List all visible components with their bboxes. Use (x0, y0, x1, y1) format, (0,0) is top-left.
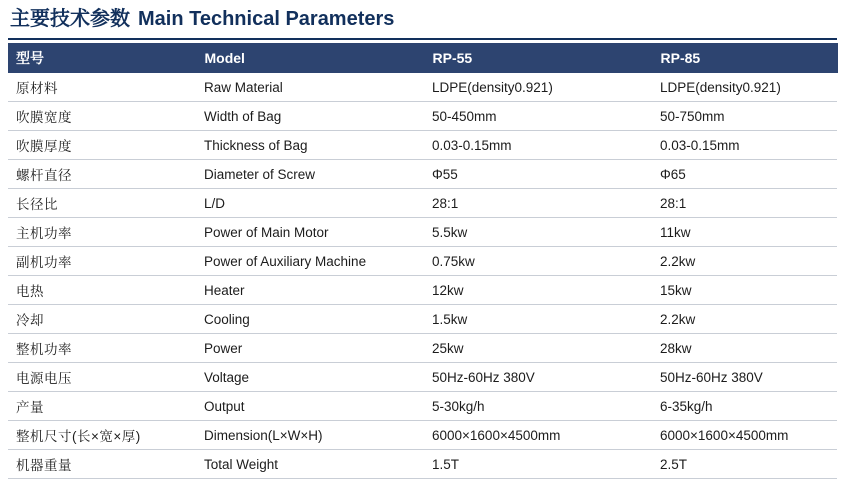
table-row (8, 450, 837, 479)
cell-rp55: 0.03-0.15mm (424, 131, 652, 160)
table-row (8, 305, 837, 334)
table-body (8, 73, 837, 479)
cell-label-en: Total Weight (196, 450, 424, 479)
cell-rp55: 12kw (424, 276, 652, 305)
cell-rp85: 2.5T (652, 450, 837, 479)
cell-label-en: Cooling (196, 305, 424, 334)
cell-label-cn: 副机功率 (8, 247, 196, 276)
cell-label-en: Diameter of Screw (196, 160, 424, 189)
cell-rp85: 50Hz-60Hz 380V (652, 363, 837, 392)
cell-label-cn: 原材料 (8, 73, 196, 102)
column-header-rp55: RP-55 (424, 43, 652, 73)
cell-rp55: 50-450mm (424, 102, 652, 131)
cell-rp85: 50-750mm (652, 102, 837, 131)
column-header-model-cn: 型号 (8, 43, 196, 73)
cell-label-en: L/D (196, 189, 424, 218)
cell-rp55: 5.5kw (424, 218, 652, 247)
cell-label-cn: 电源电压 (8, 363, 196, 392)
cell-rp55: 1.5T (424, 450, 652, 479)
table-header-row (8, 43, 837, 73)
cell-label-en: Raw Material (196, 73, 424, 102)
table-row (8, 218, 837, 247)
cell-label-en: Width of Bag (196, 102, 424, 131)
cell-rp55: 1.5kw (424, 305, 652, 334)
cell-label-en: Power (196, 334, 424, 363)
cell-label-en: Power of Main Motor (196, 218, 424, 247)
table-row (8, 334, 837, 363)
cell-rp55: 5-30kg/h (424, 392, 652, 421)
cell-rp85: 2.2kw (652, 247, 837, 276)
cell-label-cn: 长径比 (8, 189, 196, 218)
cell-label-cn: 产量 (8, 392, 196, 421)
table-row (8, 392, 837, 421)
cell-label-cn: 机器重量 (8, 450, 196, 479)
title-divider (8, 38, 837, 40)
cell-label-en: Heater (196, 276, 424, 305)
cell-label-en: Thickness of Bag (196, 131, 424, 160)
page-title (0, 0, 845, 36)
table-row (8, 421, 837, 450)
cell-label-cn: 主机功率 (8, 218, 196, 247)
table-row (8, 73, 837, 102)
cell-rp55: 25kw (424, 334, 652, 363)
cell-rp55: Φ55 (424, 160, 652, 189)
technical-parameters-table (8, 43, 838, 479)
cell-rp85: 6000×1600×4500mm (652, 421, 837, 450)
cell-rp85: 0.03-0.15mm (652, 131, 837, 160)
page-title-chinese: 主要技术参数 (10, 8, 130, 30)
cell-label-cn: 吹膜厚度 (8, 131, 196, 160)
cell-rp55: LDPE(density0.921) (424, 73, 652, 102)
table-row (8, 247, 837, 276)
table-header (8, 43, 837, 73)
cell-label-cn: 冷却 (8, 305, 196, 334)
table-row (8, 363, 837, 392)
cell-label-cn: 整机尺寸(长×宽×厚) (8, 421, 196, 450)
cell-rp55: 28:1 (424, 189, 652, 218)
cell-rp85: Φ65 (652, 160, 837, 189)
cell-rp85: LDPE(density0.921) (652, 73, 837, 102)
cell-label-en: Voltage (196, 363, 424, 392)
cell-label-en: Power of Auxiliary Machine (196, 247, 424, 276)
cell-label-cn: 电热 (8, 276, 196, 305)
page-title-english: Main Technical Parameters (138, 8, 395, 30)
cell-rp85: 6-35kg/h (652, 392, 837, 421)
cell-rp55: 50Hz-60Hz 380V (424, 363, 652, 392)
cell-rp85: 15kw (652, 276, 837, 305)
table-row (8, 160, 837, 189)
cell-rp55: 6000×1600×4500mm (424, 421, 652, 450)
cell-rp85: 28kw (652, 334, 837, 363)
cell-rp85: 2.2kw (652, 305, 837, 334)
cell-label-cn: 吹膜宽度 (8, 102, 196, 131)
table-row (8, 102, 837, 131)
cell-label-en: Output (196, 392, 424, 421)
column-header-model-en: Model (196, 43, 424, 73)
cell-label-en: Dimension(L×W×H) (196, 421, 424, 450)
table-row (8, 276, 837, 305)
cell-rp85: 11kw (652, 218, 837, 247)
cell-label-cn: 螺杆直径 (8, 160, 196, 189)
column-header-rp85: RP-85 (652, 43, 837, 73)
table-row (8, 189, 837, 218)
cell-rp55: 0.75kw (424, 247, 652, 276)
cell-rp85: 28:1 (652, 189, 837, 218)
table-row (8, 131, 837, 160)
cell-label-cn: 整机功率 (8, 334, 196, 363)
